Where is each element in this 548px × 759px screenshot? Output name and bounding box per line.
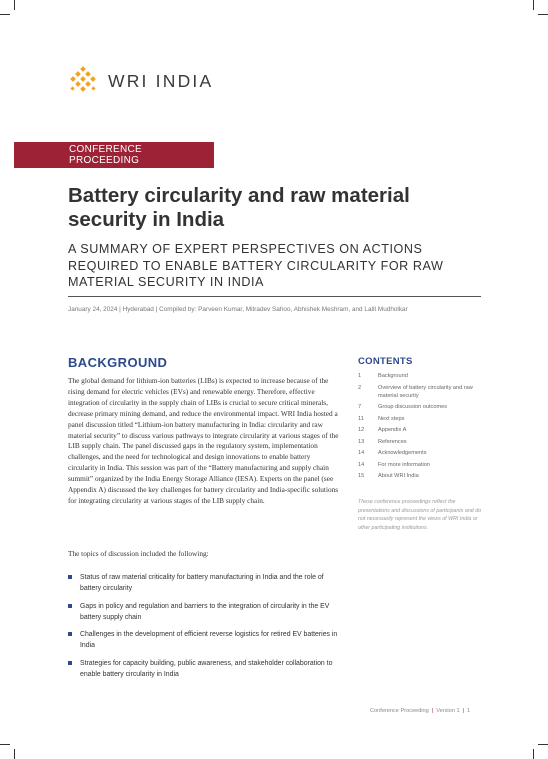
contents-label: Background (378, 373, 408, 379)
contents-item-about[interactable] (358, 472, 488, 480)
contents-page: 14 (358, 450, 365, 456)
contents-heading: CONTENTS (358, 356, 413, 367)
footer-separator: | (462, 708, 465, 714)
title-divider (68, 296, 481, 297)
contents-item-references[interactable] (358, 438, 488, 446)
crop-mark-bottom-right (533, 749, 534, 759)
banner-label: CONFERENCE PROCEEDING (69, 144, 143, 166)
contents-item-group-discussion[interactable] (358, 403, 488, 411)
list-item (68, 572, 340, 595)
contents-page: 13 (358, 438, 365, 445)
contents-item-background[interactable] (358, 372, 488, 380)
contents-item-more-information[interactable] (358, 461, 488, 469)
contents-sidebar (358, 356, 488, 532)
contents-label: Acknowledgements (378, 450, 427, 456)
list-item-text: Challenges in the development of efficient reverse logistics for retired EV batteries in India (80, 631, 338, 650)
publication-meta: January 24, 2024 | Hyderabad | Compiled by: Parveen Kumar, Mitradev Sahoo, Abhishek Meshram, and Lalit Mudholkar (68, 306, 408, 313)
wri-knot-icon (68, 66, 98, 96)
contents-page: 12 (358, 427, 365, 433)
contents-item-appendix-a[interactable] (358, 426, 488, 434)
list-item-text: Gaps in policy and regulation and barriers to the integration of circularity in the EV battery supply chain (80, 602, 330, 621)
contents-label: For more information (378, 461, 430, 468)
crop-mark-bottom-right (538, 744, 548, 745)
topics-intro: The topics of discussion included the following: (68, 549, 209, 558)
footer-separator: | (431, 708, 434, 714)
bullet-square-icon (68, 604, 72, 608)
crop-mark-bottom-left (14, 749, 15, 759)
contents-label: Next steps (378, 415, 405, 422)
page-footer (370, 708, 470, 714)
contents-label: References (378, 438, 407, 445)
bullet-square-icon (68, 661, 72, 665)
footer-version: Version 1 (436, 708, 460, 714)
logo-text: WRI INDIA (108, 70, 214, 91)
contents-label: Overview of battery circularity and raw material security (378, 384, 473, 399)
background-paragraph: The global demand for lithium-ion batteries (LIBs) is expected to increase because of the rising demand for electric vehicles (EVs) and renewable energy. Therefore, effective integration of circularity in the supply chain of LIBs is crucial to secure critical minerals, decrease primary mining demand, and reduce the environmental impact. WRI India hosted a panel discussion titled “Lithium-ion battery manufacturing in India: circularity and raw material security” to discuss various pathways to integrate circularity at various stages of the LIB supply chain. The panel discussed gaps in the regulatory system, implementation challenges, and the need for technological and design innovations to enable battery circularity in India. This session was part of the “Battery manufacturing and supply chain summit” organized by the India Energy Storage Alliance (IESA). Experts on the panel (see Appendix A) discussed the key challenges for battery circularity and India-specific solutions for integrating circularity at various stages of the LIB supply chain. (68, 376, 339, 505)
crop-mark-top-right (538, 14, 548, 15)
contents-page: 2 (358, 384, 362, 391)
contents-page: 14 (358, 461, 365, 468)
contents-item-overview[interactable] (358, 384, 488, 400)
crop-mark-top-right (533, 0, 534, 10)
list-item-text: Strategies for capacity building, public awareness, and stakeholder collaboration to enable battery circularity in India (80, 659, 333, 679)
contents-label: Appendix A (378, 427, 407, 433)
crop-mark-bottom-left (0, 744, 10, 745)
bullet-square-icon (68, 632, 72, 636)
bullet-square-icon (68, 575, 72, 579)
page-title: Battery circularity and raw material security in India (68, 184, 410, 231)
conference-proceeding-banner (14, 142, 214, 168)
contents-label: About WRI India (378, 473, 419, 479)
wri-india-logo (68, 66, 213, 96)
contents-page: 15 (358, 473, 365, 479)
contents-label: Group discussion outcomes (378, 404, 448, 410)
page-subtitle: A SUMMARY OF EXPERT PERSPECTIVES ON ACTIONS REQUIRED TO ENABLE BATTERY CIRCULARITY FOR RAW MATERIAL SECURITY IN INDIA (68, 242, 444, 289)
list-item (68, 658, 340, 681)
list-item (68, 629, 340, 652)
contents-page: 1 (358, 373, 362, 379)
disclaimer-note: These conference proceedings reflect the presentations and discussions of participants and do not necessarily represent the views of WRI India or other participating institutions. (358, 499, 482, 531)
footer-page-number: 1 (467, 708, 471, 714)
crop-mark-top-left (0, 14, 10, 15)
contents-page: 11 (358, 415, 364, 422)
contents-page: 7 (358, 404, 362, 410)
contents-item-next-steps[interactable] (358, 415, 488, 423)
footer-label: Conference Proceeding (370, 708, 429, 714)
list-item (68, 601, 340, 624)
crop-mark-top-left (14, 0, 15, 10)
contents-item-acknowledgements[interactable] (358, 449, 488, 457)
topics-list (68, 572, 340, 686)
list-item-text: Status of raw material criticality for battery manufacturing in India and the role of battery circularity (80, 574, 324, 593)
background-heading: BACKGROUND (68, 355, 168, 370)
background-body (68, 376, 340, 516)
